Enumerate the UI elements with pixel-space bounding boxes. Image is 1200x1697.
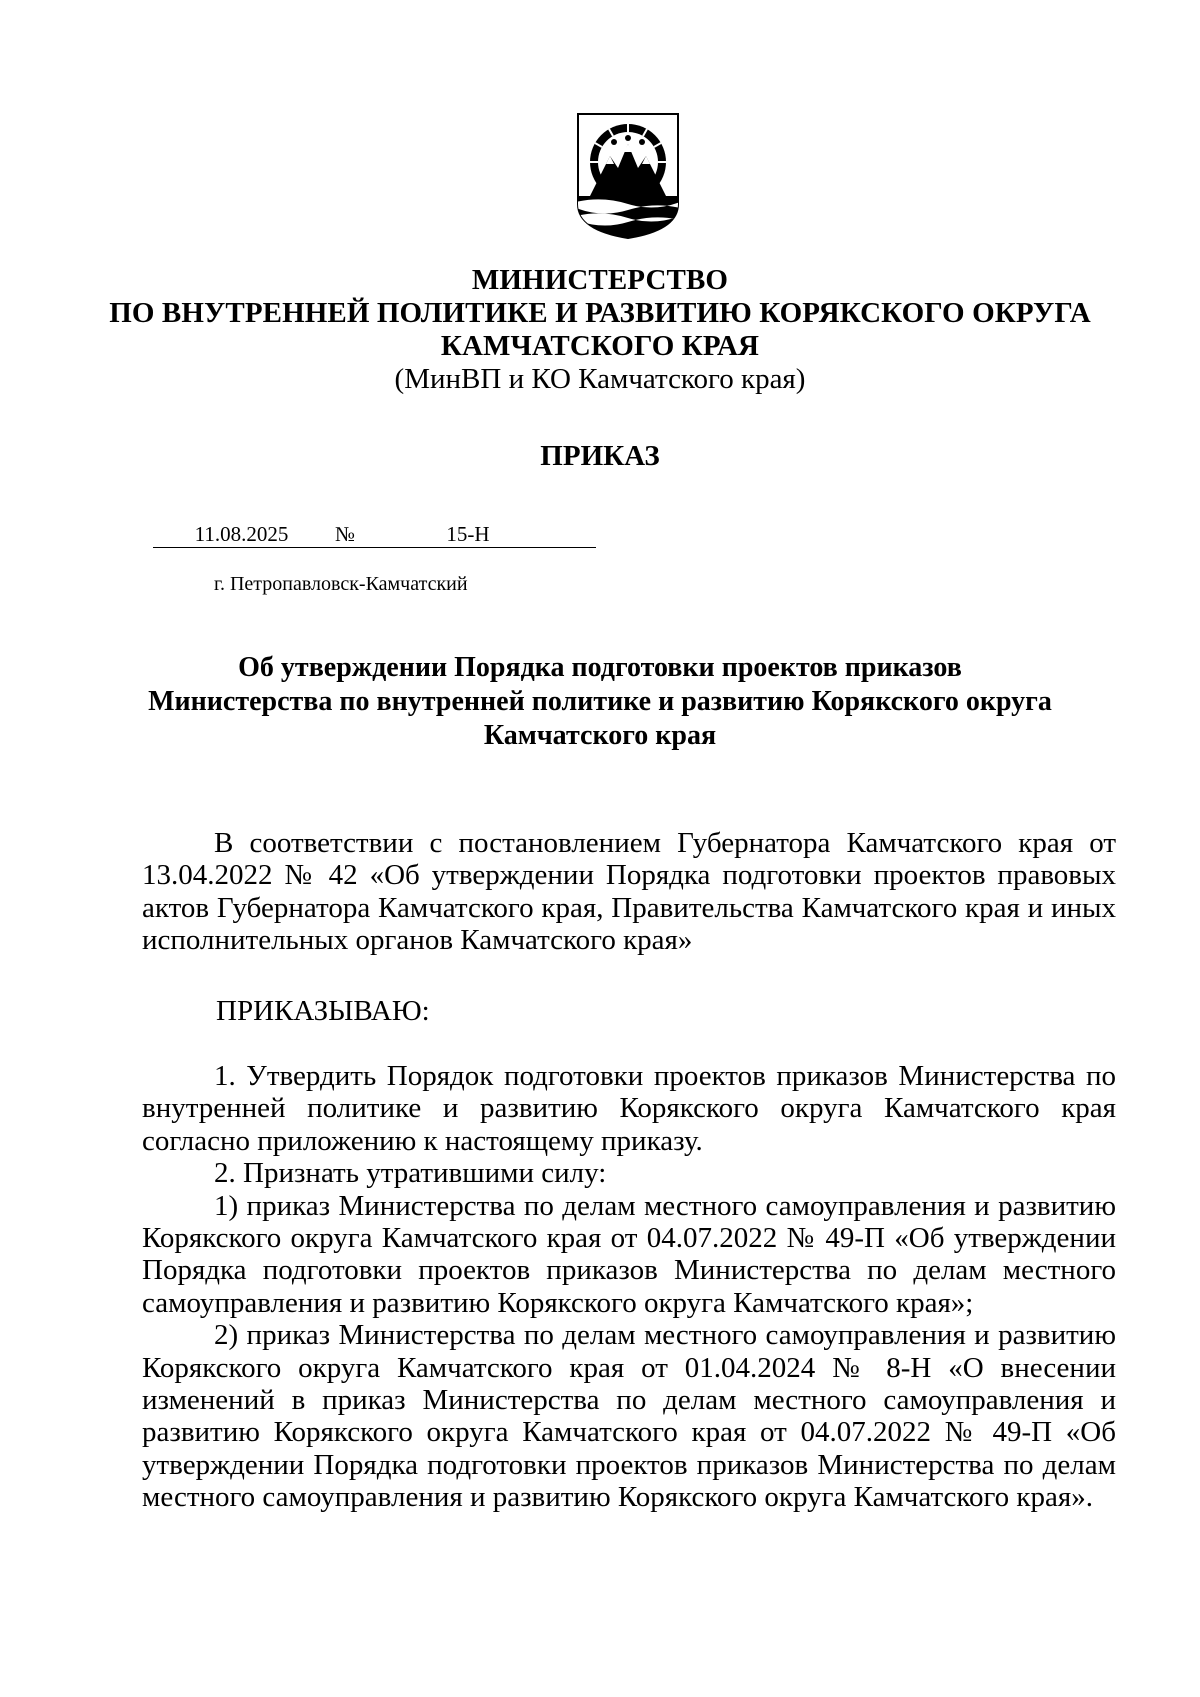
ministry-header [100,264,1100,396]
city-name: г. Петропавловск-Камчатский [214,573,468,595]
document-type-title: ПРИКАЗ [540,440,660,472]
ministry-title-line2: ПО ВНУТРЕННЕЙ ПОЛИТИКЕ И РАЗВИТИЮ КОРЯКСКОГО ОКРУГА [109,297,1091,329]
order-items [142,1060,1116,1514]
ministry-title-line1: МИНИСТЕРСТВО [471,264,729,296]
order-item: 1. Утвердить Порядок подготовки проектов приказов Министерства по внутренней политике и развитию Корякского округа Камчатского края согласно приложению к настоящему приказу. [142,1060,1116,1157]
subject-line2: Министерства по внутренней политике и развитию Корякского округа [148,686,1052,717]
preamble-paragraph: В соответствии с постановлением Губернатора Камчатского края от 13.04.2022 № 42 «Об утверждении Порядка подготовки проектов правовых актов Губернатора Камчатского края, Правительства Камчатского края и иных исполнительных органов Камчатского края» [142,827,1116,957]
order-word: ПРИКАЗЫВАЮ: [216,995,430,1027]
ministry-title-line3: КАМЧАТСКОГО КРАЯ [440,330,760,362]
subject-line3: Камчатского края [483,720,717,751]
order-date: 11.08.2025 [153,521,330,548]
order-item: 2) приказ Министерства по делам местного самоуправления и развитию Корякского округа Камчатского края от 01.04.2024 № 8-Н «О внесении изменений в приказ Министерства по делам местного самоуправления и развитию Корякского округа Камчатского края от 04.07.2022 № 49-П «Об утверждении Порядка подготовки проектов приказов Министерства по делам местного самоуправления и развитию Корякского округа Камчатского края». [142,1319,1116,1514]
order-number: 15-Н [360,521,596,548]
order-subject [100,651,1100,753]
subject-line1: Об утверждении Порядка подготовки проектов приказов [238,652,962,683]
order-item: 2. Признать утратившими силу: [214,1157,607,1190]
number-sign: № [330,521,360,548]
coat-of-arms-emblem [576,112,680,240]
preamble-block [142,827,1116,957]
order-word-block [142,995,1116,1027]
order-item: 1) приказ Министерства по делам местного самоуправления и развитию Корякского округа Камчатского края от 04.07.2022 № 49-П «Об утверждении Порядка подготовки проектов приказов Министерства по делам местного самоуправления и развитию Корякского округа Камчатского края»; [142,1189,1116,1319]
ministry-abbreviation: (МинВП и КО Камчатского края) [394,363,806,395]
